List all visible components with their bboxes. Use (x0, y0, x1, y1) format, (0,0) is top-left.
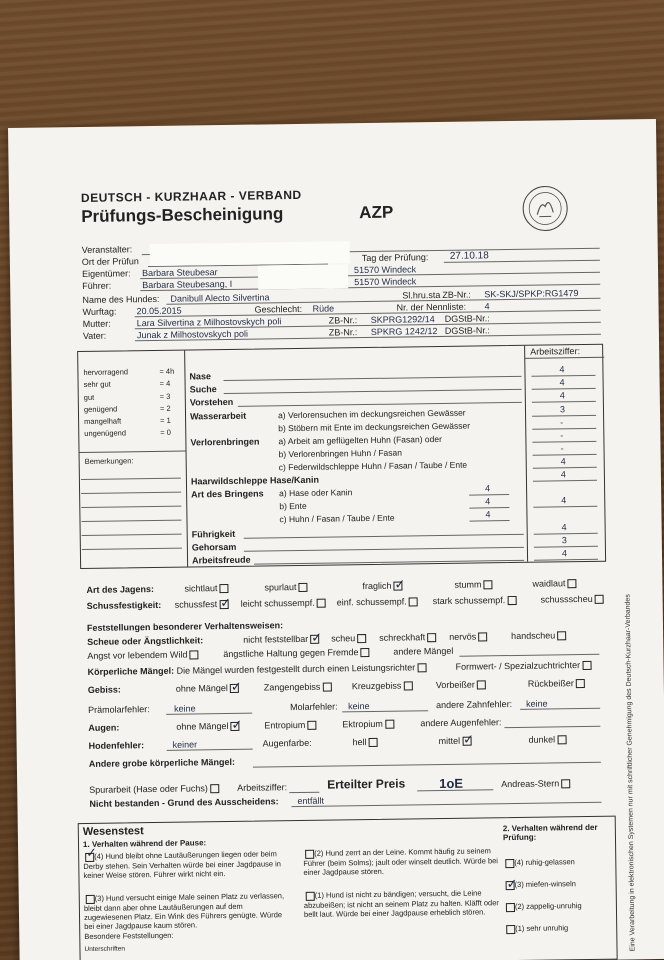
vb-b-label: b) Verlorenbringen Huhn / Fasan (278, 447, 402, 460)
br-a-label: a) Hase oder Kanin (279, 487, 353, 499)
augenfarbe-dunkel[interactable]: dunkel (529, 734, 567, 745)
haarwild-label: Haarwildschleppe Hase/Kanin (190, 474, 320, 487)
fuehrigkeit-value: 4 (561, 522, 567, 533)
scheue-nervoes[interactable]: nervös (449, 631, 487, 642)
wesenstest-title: Wesenstest (82, 825, 144, 839)
exam-type: AZP (359, 202, 394, 223)
checkbox-icon[interactable] (210, 784, 219, 793)
certificate-paper (8, 119, 664, 960)
schuss-stark[interactable]: stark schussempf. (433, 595, 517, 606)
nennliste-label: Nr. der Nennliste: (396, 301, 467, 313)
augenfarbe-hell[interactable]: hell (353, 737, 378, 747)
wa-b-value: - (560, 417, 564, 428)
gebiss-zangengebiss[interactable]: Zangengebiss (264, 682, 332, 693)
nicht-bestanden-value: entfällt (297, 795, 325, 807)
augen-ohne-maengel[interactable]: ohne Mängel✓ (176, 721, 239, 732)
checked-checkbox-icon[interactable] (506, 881, 515, 890)
haarwild-value: 4 (560, 469, 566, 480)
vorstehen-value: 4 (559, 390, 565, 401)
option-1-pruefung[interactable]: (1) sehr unruhig (504, 923, 568, 933)
checkbox-icon[interactable] (409, 597, 418, 606)
wa-a-value: 3 (559, 404, 566, 415)
vater-zb-label: ZB-Nr.: (328, 327, 358, 338)
eigentuemer-value: Barbara Steubesar (141, 267, 218, 279)
checkbox-icon[interactable] (483, 580, 492, 589)
zbnr-value: SK-SKJ/SPKP:RG1479 (484, 288, 579, 300)
angst-lebend[interactable]: Angst vor lebendem Wild (87, 649, 198, 661)
formwert[interactable]: Formwert- / Spezialzuchtrichter (455, 660, 591, 672)
gebiss-label: Gebiss: (87, 684, 121, 695)
br-c-label: c) Huhn / Fasan / Taube / Ente (279, 512, 395, 525)
checkbox-icon[interactable] (595, 595, 604, 604)
schuss-schussscheu[interactable]: schussscheu (541, 594, 604, 605)
grobe-label: Andere grobe körperliche Mängel: (88, 756, 235, 769)
gebiss-kreuzgebiss[interactable]: Kreuzgebiss (352, 680, 413, 691)
option-2-pruefung[interactable]: (2) zappelig-unruhig (504, 901, 582, 912)
andreas-stern[interactable]: Andreas-Stern (501, 778, 570, 789)
zahn-label: andere Zahnfehler: (436, 699, 513, 711)
checkbox-icon[interactable] (506, 903, 515, 912)
augenfarbe-mittel[interactable]: mittel✓ (439, 736, 472, 747)
molar-label: Molarfehler: (290, 701, 338, 713)
augen-ektropium[interactable]: Ektropium (342, 719, 394, 730)
arbeitsfreude-label: Arbeitsfreude (191, 554, 251, 566)
besondere-label: Besondere Feststellungen: (84, 930, 174, 942)
wa-b-label: b) Stöbern mit Ente im deckungsreichen Gewässer (278, 420, 471, 434)
geschlecht-value: Rüde (312, 303, 335, 314)
jagen-stumm[interactable]: stumm (454, 579, 492, 590)
augenfarbe-label: Augenfarbe: (262, 737, 312, 749)
checkbox-icon[interactable] (427, 633, 436, 642)
document-title: Prüfungs-Bescheinigung (81, 204, 284, 226)
andere-maengel-label: andere Mängel (393, 645, 454, 657)
checkbox-icon[interactable] (557, 631, 566, 640)
wurftag-value: 20.05.2015 (136, 305, 182, 317)
mutter-zb-label: ZB-Nr.: (328, 315, 358, 326)
jagen-spurlaut[interactable]: spurlaut (264, 582, 307, 593)
checkbox-icon[interactable] (561, 779, 570, 788)
tag-value: 27.10.18 (449, 250, 489, 262)
redaction (150, 241, 350, 266)
checkbox-icon[interactable] (305, 849, 314, 858)
option-1-pause[interactable]: (1) Hund ist nicht zu bändigen; versucht, die Leine abzubeißen; ist nicht an seinem Platz zu halten. Kläfft oder bellt laut. Würde bei einer Jagdpause erheblich stören. (303, 888, 499, 919)
pause-heading: 1. Verhalten während der Pause: (82, 838, 207, 850)
scheue-schreckhaft[interactable]: schreckhaft (379, 632, 436, 643)
scheue-label: Scheue oder Ängstlichkeit: (87, 635, 204, 647)
jagen-fraglich[interactable]: fraglich✓ (362, 581, 402, 592)
vb-c-label: c) Federwildschleppe Huhn / Fasan / Taube / Ente (278, 459, 468, 473)
scheue-scheu[interactable]: scheu (331, 633, 366, 644)
schuss-einf[interactable]: einf. schussempf. (337, 596, 418, 607)
veranstalter-label: Veranstalter: (81, 244, 133, 255)
eigentuemer-label: Eigentümer: (81, 268, 131, 279)
mutter-dgstb-label: DGStB-Nr.: (444, 313, 490, 324)
praemolar-value: keine (174, 703, 196, 714)
gebiss-vorbeisser[interactable]: Vorbeißer (436, 679, 486, 690)
checked-checkbox-icon[interactable] (230, 684, 239, 693)
preis-label: Erteilter Preis (327, 776, 406, 792)
eigentuemer-place: 51570 Windeck (353, 264, 417, 276)
checkbox-icon[interactable] (505, 859, 514, 868)
checkbox-icon[interactable] (478, 632, 487, 641)
checkbox-icon[interactable] (219, 584, 228, 593)
nicht-bestanden-label: Nicht bestanden - Grund des Ausscheidens: (89, 796, 279, 809)
arbeitsfreude-value: 4 (561, 548, 568, 559)
checkbox-icon[interactable] (360, 648, 369, 657)
checkbox-icon[interactable] (417, 663, 426, 672)
br-c-value: 4 (485, 509, 491, 520)
ort-label: Ort der Prüfun (81, 256, 139, 267)
vb-b-value: - (560, 443, 564, 454)
checkbox-icon[interactable] (86, 894, 95, 903)
nase-label: Nase (189, 371, 212, 382)
augen-label: Augen: (88, 722, 120, 733)
vb-c-value: 4 (560, 456, 566, 467)
nase-value: 4 (559, 364, 565, 375)
option-4-pruefung[interactable]: (4) ruhig-gelassen (503, 857, 575, 868)
aengstlich-fremde[interactable]: ängstliche Haltung gegen Fremde (223, 647, 369, 659)
hoden-label: Hodenfehler: (88, 740, 145, 751)
jagen-sichtlaut[interactable]: sichtlaut (184, 583, 228, 594)
br-b-value: 4 (485, 496, 491, 507)
schuss-label: Schussfestigkeit: (86, 599, 162, 611)
hund-label: Name des Hundes: (82, 293, 160, 305)
checkbox-icon[interactable] (576, 679, 585, 688)
fuehrer-place: 51570 Windeck (354, 276, 417, 288)
checkbox-icon[interactable] (322, 683, 331, 692)
checkbox-icon[interactable] (298, 583, 307, 592)
spurarbeit[interactable]: Spurarbeit (Hase oder Fuchs) (89, 783, 219, 795)
geschlecht-label: Geschlecht: (254, 303, 303, 315)
pruefung-heading: 2. Verhalten während der Prüfung: (502, 822, 598, 843)
checkbox-icon[interactable] (477, 681, 486, 690)
wa-a-label: a) Verlorensuchen im deckungsreichen Gewässer (277, 407, 466, 421)
checkbox-icon[interactable] (567, 579, 576, 588)
br-b-label: b) Ente (279, 500, 307, 512)
checkbox-icon[interactable] (306, 891, 315, 900)
schuss-schussfest[interactable]: schussfest✓ (175, 599, 229, 610)
augen-entropium[interactable]: Entropium (264, 720, 316, 731)
vb-a-value: - (560, 430, 564, 441)
checkbox-icon[interactable] (582, 661, 591, 670)
side-notice: Eine Verarbeitung in elektronischen Systemen nur mit schriftlicher Genehmigung des Deutsch-Kurzhaar-Verbandes (624, 594, 637, 952)
grade-scale: hervorragend sehr gut gut genügend mangelhaft ungenügend (83, 367, 129, 439)
option-2-pause[interactable]: (2) Hund zerrt an der Leine. Kommt häufig zu seinem Führer (beim Solms); jault oder winselt deutlich. Würde bei einer Jagdpause stören. (303, 846, 499, 877)
vb-a-label: a) Arbeit am geflügelten Huhn (Fasan) oder (278, 433, 442, 447)
mutter-zb-value: SKPRG1292/14 (370, 314, 435, 325)
gebiss-ohne-maengel[interactable]: ohne Mängel✓ (176, 683, 239, 694)
checkbox-icon[interactable] (557, 735, 566, 744)
gehorsam-label: Gehorsam (191, 541, 237, 553)
koerper-line: Körperliche Mängel: Die Mängel wurden festgestellt durch einen Leistungsrichter (88, 662, 427, 677)
bringen-label: Art des Bringens (191, 488, 264, 500)
checkbox-icon[interactable] (385, 720, 394, 729)
gebiss-rueckbeisser[interactable]: Rückbeißer (528, 678, 585, 689)
wasserarbeit-label: Wasserarbeit (189, 410, 247, 422)
vater-value: Junak z Milhostovskych poli (136, 328, 249, 341)
checkbox-icon[interactable] (507, 596, 516, 605)
checked-checkbox-icon[interactable] (85, 852, 94, 861)
redaction (258, 264, 348, 289)
feststellungen-title: Feststellungen besonderer Verhaltensweisen: (86, 620, 284, 633)
zahn-value: keine (526, 698, 548, 709)
mutter-value: Lara Silvertina z Milhostovskych poli (136, 316, 282, 329)
br-total-value: 4 (561, 495, 567, 506)
fuehrer-value: Barbara Steubesang, I (142, 278, 233, 291)
mutter-label: Mutter: (82, 318, 111, 329)
checked-checkbox-icon[interactable] (462, 737, 471, 746)
slhru-label: Sl.hru.sta (402, 289, 441, 301)
org-name: DEUTSCH - KURZHAAR - VERBAND (80, 187, 302, 205)
preis-value: 1oE (439, 775, 464, 792)
fuehrigkeit-label: Führigkeit (191, 528, 236, 540)
molar-value: keine (348, 701, 370, 712)
checkbox-icon[interactable] (369, 738, 378, 747)
vorstehen-label: Vorstehen (189, 396, 234, 408)
option-3-pause[interactable]: (3) Hund versucht einige Male seinen Platz zu verlassen, bleibt dann aber ohne Lautäußerungen auf dem zugewiesenen Platz. Ein Wink des Führers genügte. Würde bei einer Jagdpause kaum stören. (83, 891, 285, 931)
wesenstest-box (78, 816, 618, 960)
vater-zb-value: SPKRG 1242/12 (370, 326, 438, 337)
checked-checkbox-icon[interactable] (230, 722, 239, 731)
verlorenbringen-label: Verlorenbringen (190, 436, 260, 448)
vater-label: Vater: (82, 330, 107, 341)
checkbox-icon[interactable] (189, 651, 198, 660)
suche-label: Suche (189, 384, 217, 395)
augenfehler-label: andere Augenfehler: (420, 717, 502, 729)
schuss-leicht[interactable]: leicht schussempf. (241, 598, 326, 609)
jagen-waidlaut[interactable]: waidlaut (532, 578, 576, 589)
arbeitsziffer-label: Arbeitsziffer: (237, 782, 288, 793)
zbnr-label: ZB-Nr.: (442, 289, 471, 300)
tag-label: Tag der Prüfung: (361, 252, 429, 264)
vater-dgstb-label: DGStB-Nr.: (444, 325, 490, 336)
hund-value: Danibull Alecto Silvertina (170, 292, 270, 304)
grade-scale-eq: = 4h = 4 = 3 = 2 = 1 = 0 (159, 366, 175, 438)
checkbox-icon[interactable] (307, 721, 316, 730)
suche-value: 4 (559, 377, 565, 388)
arbeitsziffer-header: Arbeitsziffer: (530, 346, 581, 357)
hoden-value: keiner (172, 739, 198, 750)
option-3-pruefung[interactable]: ✓(3) miefen-winseln (504, 879, 576, 890)
checked-checkbox-icon[interactable] (310, 635, 319, 644)
scheue-nicht-feststellbar[interactable]: nicht feststellbar✓ (243, 634, 319, 645)
scheue-handscheu[interactable]: handscheu (511, 630, 566, 641)
jagen-label: Art des Jagens: (86, 584, 155, 595)
gehorsam-value: 3 (561, 535, 567, 546)
nennliste-value: 4 (484, 301, 490, 312)
checkbox-icon[interactable] (317, 599, 326, 608)
fuehrer-label: Führer: (82, 280, 112, 291)
checkbox-icon[interactable] (506, 925, 515, 934)
wurftag-label: Wurftag: (82, 306, 117, 317)
checkbox-icon[interactable] (403, 682, 412, 691)
checkbox-icon[interactable] (357, 634, 366, 643)
unterschriften-label: Unterschriften (84, 945, 125, 954)
br-a-value: 4 (485, 483, 491, 494)
verband-seal-icon (521, 184, 570, 233)
checked-checkbox-icon[interactable] (219, 600, 228, 609)
option-4-pause[interactable]: ✓(4) Hund bleibt ohne Lautäußerungen liegen oder beim Derby stehen. Sein Verhalten würde bei einer Jagdpause in keiner Weise stören. Führer wirkt nicht ein. (83, 849, 291, 879)
checked-checkbox-icon[interactable] (393, 582, 402, 591)
praemolar-label: Prämolarfehler: (88, 704, 150, 715)
bemerkungen-label: Bemerkungen: (84, 456, 134, 466)
